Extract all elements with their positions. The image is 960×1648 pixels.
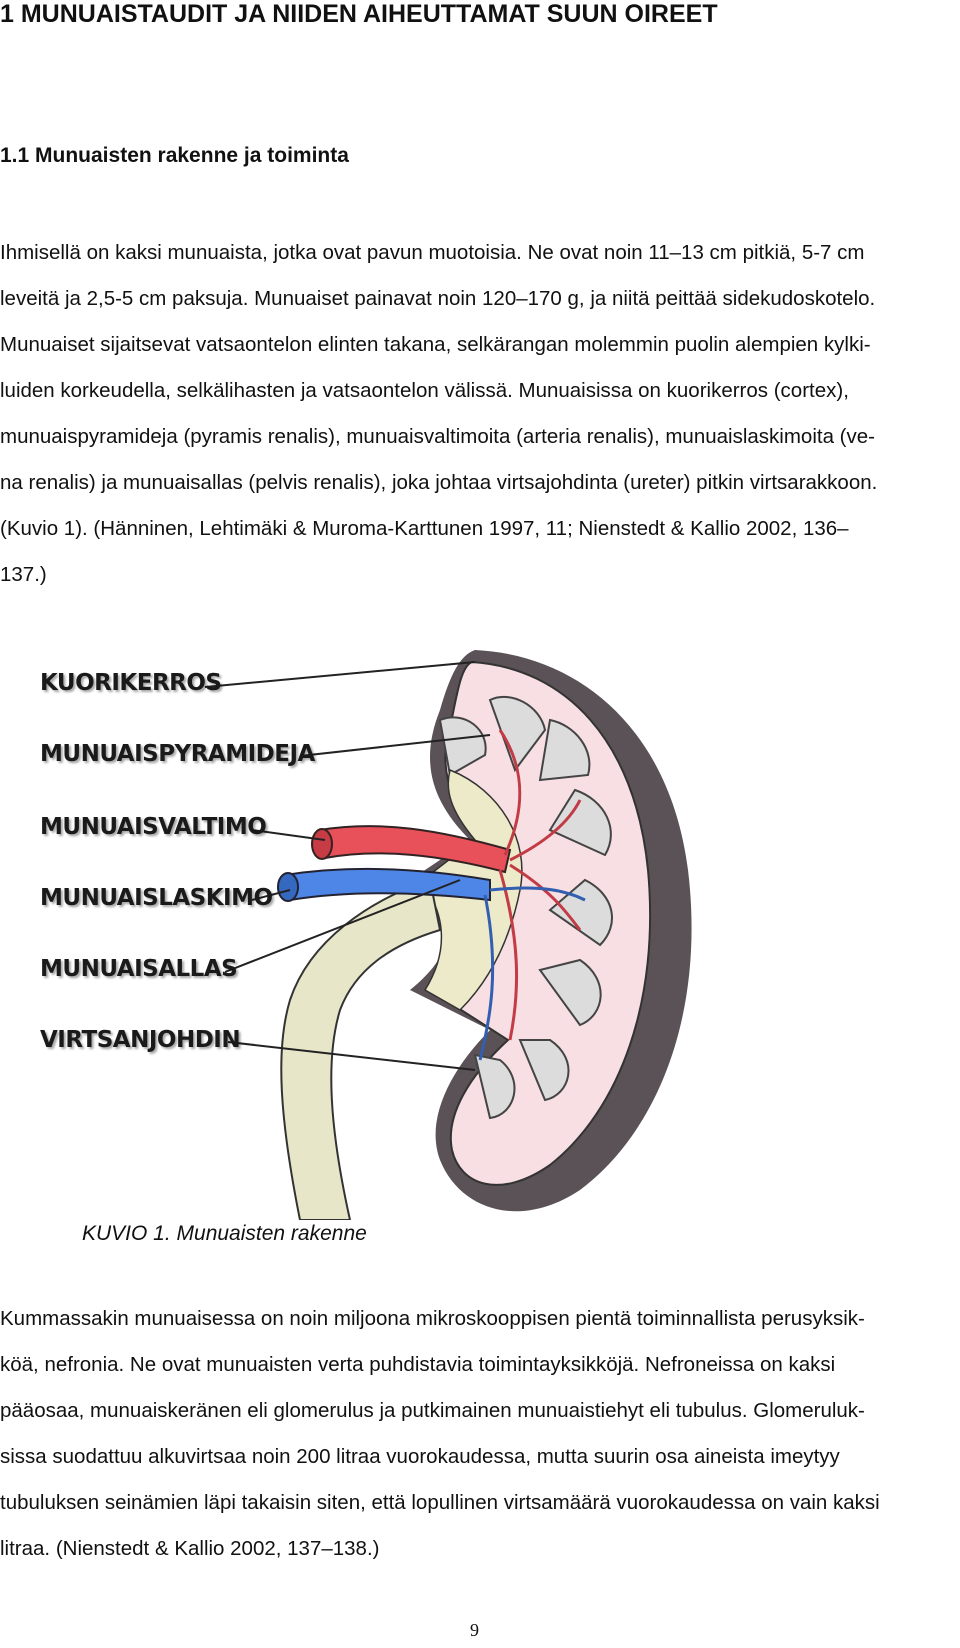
text-line: pääosaa, munuaiskeränen eli glomerulus ja putkimainen munuaistiehyt eli tubulus. Glomeruluk- [0,1399,865,1422]
text-line: leveitä ja 2,5-5 cm paksuja. Munuaiset painavat noin 120–170 g, ja niitä peittää sidekudoskotelo. [0,287,876,310]
page-number: 9 [470,1620,479,1640]
text-line: na renalis) ja munuaisallas (pelvis renalis), joka johtaa virtsajohdinta (ureter) pitkin virtsarakkoon. [0,471,878,494]
figure-caption: KUVIO 1. Munuaisten rakenne [82,1222,367,1245]
figure-label: MUNUAISALLAS [40,956,238,982]
figure-label: VIRTSANJOHDIN [40,1027,241,1053]
kidney-illustration [20,650,720,1220]
figure-label: MUNUAISPYRAMIDEJA [40,741,315,767]
section-heading: 1.1 Munuaisten rakenne ja toiminta [0,144,349,167]
text-line: Munuaiset sijaitsevat vatsaontelon elinten takana, selkärangan molemmin puolin alempien kylki- [0,333,871,356]
text-line: (Kuvio 1). (Hänninen, Lehtimäki & Muroma-Karttunen 1997, 11; Nienstedt & Kallio 2002, 136– [0,517,849,540]
text-line: Ihmisellä on kaksi munuaista, jotka ovat pavun muotoisia. Ne ovat noin 11–13 cm pitkiä, 5-7 cm [0,241,865,264]
text-line: luiden korkeudella, selkälihasten ja vatsaontelon välissä. Munuaisissa on kuorikerros (cortex), [0,379,849,402]
text-line: köä, nefronia. Ne ovat munuaisten verta puhdistavia toimintayksikköjä. Nefroneissa on kaksi [0,1353,836,1376]
kidney-figure [20,650,720,1220]
chapter-heading: 1 MUNUAISTAUDIT JA NIIDEN AIHEUTTAMAT SUUN OIREET [0,0,718,28]
text-line: litraa. (Nienstedt & Kallio 2002, 137–138.) [0,1537,380,1560]
figure-label: MUNUAISLASKIMO [40,885,273,911]
text-line: Kummassakin munuaisessa on noin miljoona mikroskooppisen pientä toiminnallista perusyksik- [0,1307,865,1330]
text-line: munuaispyramideja (pyramis renalis), munuaisvaltimoita (arteria renalis), munuaislaskimoita (ve- [0,425,875,448]
paragraph-structure [0,230,960,598]
figure-label: MUNUAISVALTIMO [40,814,267,840]
paragraph-nephron [0,1296,960,1572]
text-line: 137.) [0,563,47,586]
figure-label: KUORIKERROS [40,670,222,696]
text-line: sissa suodattuu alkuvirtsaa noin 200 litraa vuorokaudessa, mutta suurin osa aineista imeytyy [0,1445,840,1468]
text-line: tubuluksen seinämien läpi takaisin siten, että lopullinen virtsamäärä vuorokaudessa on vain kaksi [0,1491,880,1514]
